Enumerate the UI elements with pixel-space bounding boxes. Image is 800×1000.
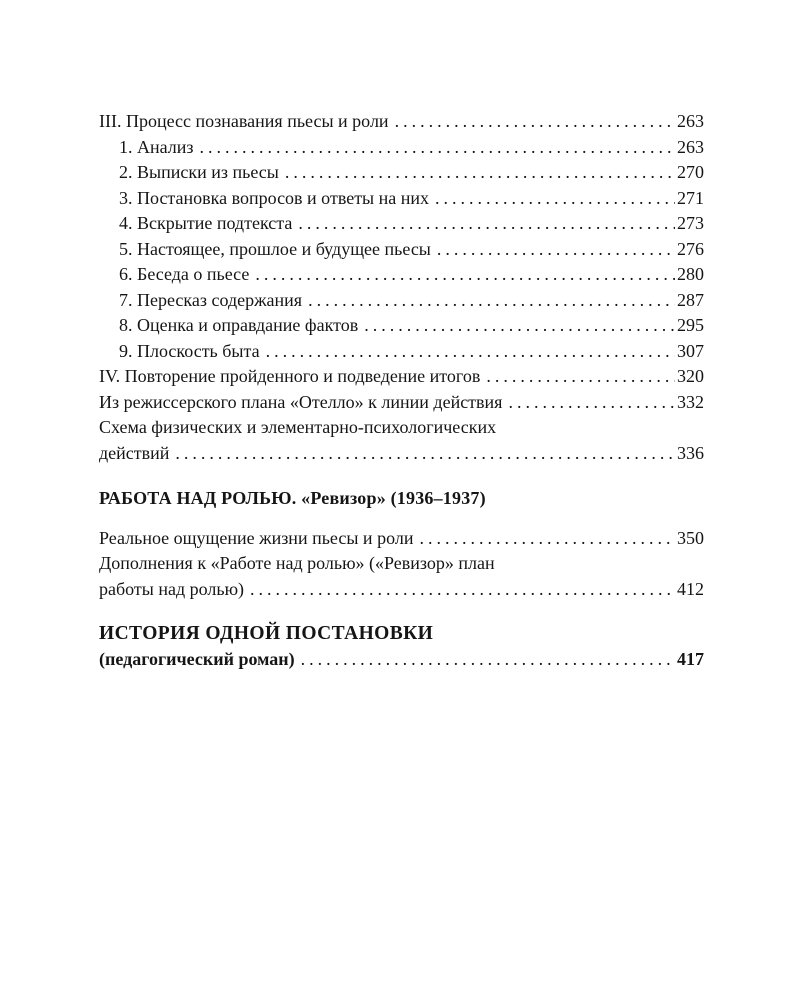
toc-page-number: 412 [677,578,704,599]
dot-leader [437,237,675,263]
toc-entry-additions-line1[interactable]: Дополнения к «Работе над ролью» («Ревизор» план [99,553,495,573]
toc-page-number: 280 [677,264,704,284]
toc-entry-title: 5. Настоящее, прошлое и будущее пьесы [119,238,431,259]
toc-page-number: 271 [677,187,704,208]
toc-page-number: 307 [677,340,704,361]
toc-entry-title: 2. Выписки из пьесы [119,162,279,182]
toc-entry-title: действий [99,442,170,463]
dot-leader [419,526,675,552]
table-of-contents [99,109,704,673]
toc-page-number: 295 [677,315,704,335]
dot-leader [508,390,675,416]
toc-entry-item[interactable] [99,237,704,263]
toc-entry-real-feeling[interactable] [99,526,704,552]
dot-leader [308,288,675,314]
toc-entry-title: 7. Пересказ содержания [119,289,303,310]
section-heading-revizor [99,486,704,512]
toc-page-number: 417 [677,649,704,669]
toc-entry-title: 9. Плоскость быта [119,340,260,361]
toc-entry-title: 6. Беседа о пьесе [119,264,250,284]
toc-entry-title: IV. Повторение пройденного и подведение итогов [99,366,481,386]
dot-leader [255,262,675,288]
toc-entry-scheme-line1[interactable]: Схема физических и элементарно-психологических [99,417,497,437]
toc-entry-title: 8. Оценка и оправдание фактов [119,315,359,335]
toc-entry-scheme[interactable] [99,441,704,467]
toc-entry-title: III. Процесс познавания пьесы и роли [99,111,389,131]
dot-leader [200,135,675,161]
toc-entry-title: Реальное ощущение жизни пьесы и роли [99,527,414,548]
toc-entry-title: (педагогический роман) [99,649,295,669]
section-heading-history: ИСТОРИЯ ОДНОЙ ПОСТАНОВКИ [99,623,434,644]
dot-leader [486,364,675,390]
toc-entry-additions[interactable] [99,577,704,603]
toc-page-number: 263 [677,136,704,157]
toc-entry-pedagogical-novel[interactable] [99,647,704,673]
toc-entry-item[interactable] [99,262,704,288]
dot-leader [285,160,675,186]
toc-entry-item[interactable] [99,339,704,365]
dot-leader [175,441,675,467]
toc-page-number: 276 [677,238,704,259]
toc-entry-othello[interactable] [99,390,704,416]
toc-page-number: 350 [677,527,704,548]
dot-leader [298,211,675,237]
dot-leader [266,339,675,365]
dot-leader [364,313,675,339]
toc-page-number: 332 [677,391,704,412]
dot-leader [301,647,675,673]
toc-entry-item[interactable] [99,160,704,186]
toc-entry-title: 4. Вскрытие подтекста [119,213,293,233]
toc-entry-title: Из режиссерского плана «Отелло» к линии действия [99,391,503,412]
toc-entry-part3[interactable] [99,109,704,135]
toc-entry-item[interactable] [99,288,704,314]
toc-page-number: 273 [677,213,704,233]
toc-page-number: 320 [677,366,704,386]
toc-entry-item[interactable] [99,135,704,161]
toc-entry-item[interactable] [99,211,704,237]
toc-page-number: 263 [677,111,704,131]
toc-entry-title: работы над ролью) [99,578,245,599]
toc-entry-title: 1. Анализ [119,136,194,157]
dot-leader [250,577,675,603]
toc-page-number: 270 [677,162,704,182]
section-title: РАБОТА НАД РОЛЬЮ. [99,488,297,508]
toc-entry-item[interactable] [99,313,704,339]
dot-leader [395,109,675,135]
toc-page-number: 287 [677,289,704,310]
toc-page-number: 336 [677,442,704,463]
toc-entry-title: 3. Постановка вопросов и ответы на них [119,187,430,208]
toc-entry-item[interactable] [99,186,704,212]
dot-leader [435,186,675,212]
toc-entry-part4[interactable] [99,364,704,390]
section-subtitle: «Ревизор» (1936–1937) [301,488,486,508]
